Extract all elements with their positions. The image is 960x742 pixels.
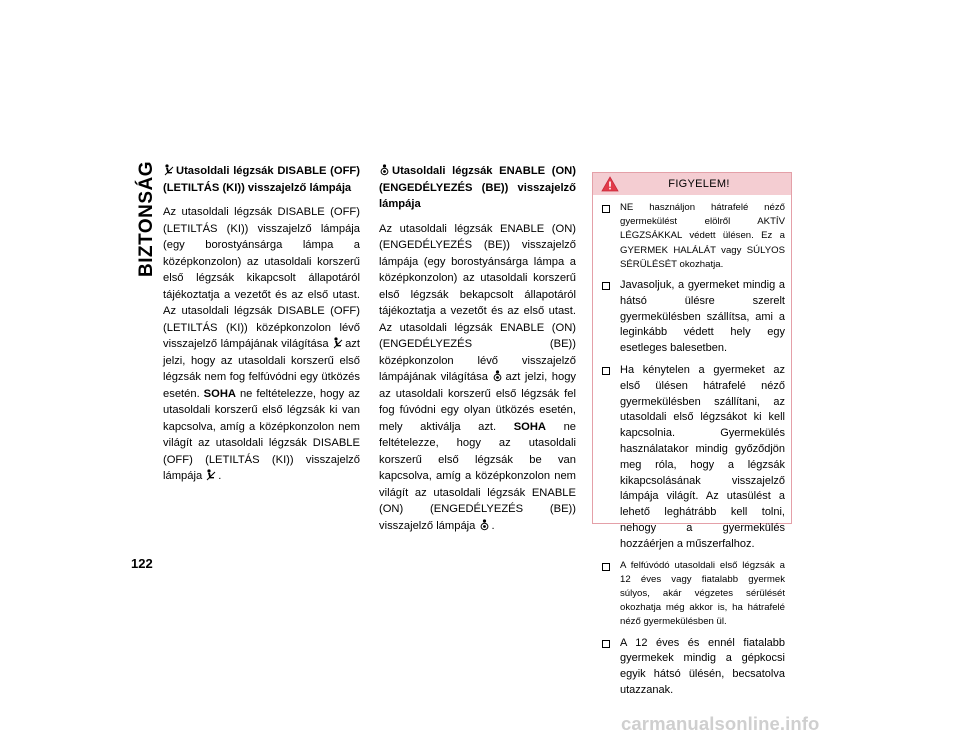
bullet-square-icon bbox=[602, 282, 610, 290]
page-number: 122 bbox=[131, 556, 153, 571]
airbag-enable-end: . bbox=[491, 519, 495, 532]
warning-item-text: Javasoljuk, a gyermeket mindig a hátsó ülésre szerelt gyermekülésben szállítsa, ami a leginkább védett hely egy esetleges balesetben. bbox=[620, 279, 785, 355]
section-tab-label: BIZTONSÁG bbox=[136, 160, 158, 278]
airbag-enable-heading-text: Utasoldali légzsák ENABLE (ON) (ENGEDÉLYEZÉS (BE)) visszajelző lámpája bbox=[379, 165, 576, 210]
warning-title: FIGYELEM! bbox=[668, 178, 730, 190]
warning-item bbox=[599, 201, 785, 272]
airbag-on-icon bbox=[379, 164, 390, 176]
airbag-disable-text-1: Az utasoldali légzsák DISABLE (OFF) (LETILTÁS (KI)) visszajelző lámpája (egy borostyánsárga lámpa a középkonzolon) az utasoldali korszerű első légzsák kikapcsolt állapotáról tájékoztatja a vezetőt és az első utast. Az utasoldali légzsák DISABLE (OFF) (LETILTÁS (KI)) középkonzolon lévő visszajelző lámpájának világítása bbox=[163, 206, 360, 350]
warning-item-text: A felfúvódó utasoldali első légzsák a 12 éves vagy fiatalabb gyermek súlyos, akár végzetes sérülését okozhatja még akkor is, ha hátrafelé néző gyermekülésben ül. bbox=[620, 559, 785, 628]
airbag-enable-soha: SOHA bbox=[513, 420, 547, 433]
airbag-disable-end: . bbox=[218, 470, 222, 482]
bullet-square-icon bbox=[602, 640, 610, 648]
watermark: carmanualsonline.info bbox=[621, 713, 820, 734]
airbag-disable-heading bbox=[163, 163, 360, 196]
bullet-square-icon bbox=[602, 367, 610, 375]
warning-item-text: A 12 éves és ennél fiatalabb gyermekek mindig a gépkocsi egyik hátsó ülésén, becsatolva utazzanak. bbox=[620, 636, 785, 696]
warning-box bbox=[592, 172, 792, 696]
warning-item bbox=[599, 363, 785, 553]
bullet-square-icon bbox=[602, 563, 610, 571]
airbag-enable-text-2: azt jelzi, hogy az utasoldali korszerű első légzsák fel fog fúvódni egy olyan ütközés esetén, mely aktiválja azt. bbox=[379, 371, 577, 433]
airbag-on-icon bbox=[479, 519, 490, 531]
warning-item-text: Ha kénytelen a gyermeket az első ülésen hátrafelé néző gyermekülésben szállítani, az utasoldali első légzsákot ki kell kapcsolnia. Gyermekülés használatakor mindig győződjön meg róla, hogy a légzsák kikapcsolásának visszajelző lámpája világít. Az utasülést a lehető leghátrább kell tolni, nehogy a gyermekülés hozzáérjen a műszerfalhoz. bbox=[620, 364, 785, 550]
section-tab bbox=[135, 160, 159, 278]
airbag-enable-section bbox=[379, 163, 576, 534]
airbag-enable-text-1: Az utasoldali légzsák ENABLE (ON) (ENGEDÉLYEZÉS (BE)) visszajelző lámpája (egy borostyánsárga lámpa a középkonzolon) az utasoldali korszerű első légzsák bekapcsolt állapotáról tájékoztatja a vezetőt és az első utast. Az utasoldali légzsák ENABLE (ON) (ENGEDÉLYEZÉS (BE)) középkonzolon lévő visszajelző lámpájának világítása bbox=[379, 222, 576, 383]
airbag-disable-body bbox=[163, 204, 360, 485]
warning-header bbox=[593, 173, 791, 195]
airbag-off-icon bbox=[163, 164, 174, 176]
airbag-enable-text-3: ne feltételezze, hogy az utasoldali korszerű első légzsák be van kapcsolva, amíg a középkonzolon nem világít az utasoldali légzsák ENABLE (ON) (ENGEDÉLYEZÉS (BE)) visszajelző lámpája bbox=[379, 420, 577, 532]
airbag-off-icon bbox=[205, 469, 216, 481]
bullet-square-icon bbox=[602, 205, 610, 213]
airbag-disable-soha: SOHA bbox=[203, 387, 236, 400]
warning-item bbox=[599, 559, 785, 630]
airbag-disable-heading-text: Utasoldali légzsák DISABLE (OFF) (LETILTÁS (KI)) visszajelző lámpája bbox=[163, 165, 360, 194]
airbag-enable-body bbox=[379, 221, 576, 535]
airbag-disable-text-2: azt jelzi, hogy az utasoldali korszerű első légzsák nem fog felfúvódni egy ütközés esetén. bbox=[163, 338, 360, 400]
warning-list bbox=[593, 195, 791, 699]
airbag-disable-section bbox=[163, 163, 360, 485]
airbag-on-icon bbox=[492, 370, 503, 382]
warning-item-text: NE használjon hátrafelé néző gyermekülést elölről AKTÍV LÉGZSÁKKAL védett ülésen. Ez a GYERMEK HALÁLÁT vagy SÚLYOS SÉRÜLÉSÉT okozhatja. bbox=[620, 202, 785, 270]
airbag-enable-heading bbox=[379, 163, 576, 213]
airbag-off-icon bbox=[332, 337, 343, 349]
warning-triangle-icon bbox=[601, 176, 619, 192]
warning-item bbox=[599, 278, 785, 357]
warning-item bbox=[599, 636, 785, 699]
airbag-disable-text-3: ne feltételezze, hogy az utasoldali korszerű első légzsák ki van kapcsolva, amíg a középkonzolon nem világít az utasoldali légzsák DISABLE (OFF) (LETILTÁS (KI)) visszajelző lámpája bbox=[163, 387, 361, 482]
